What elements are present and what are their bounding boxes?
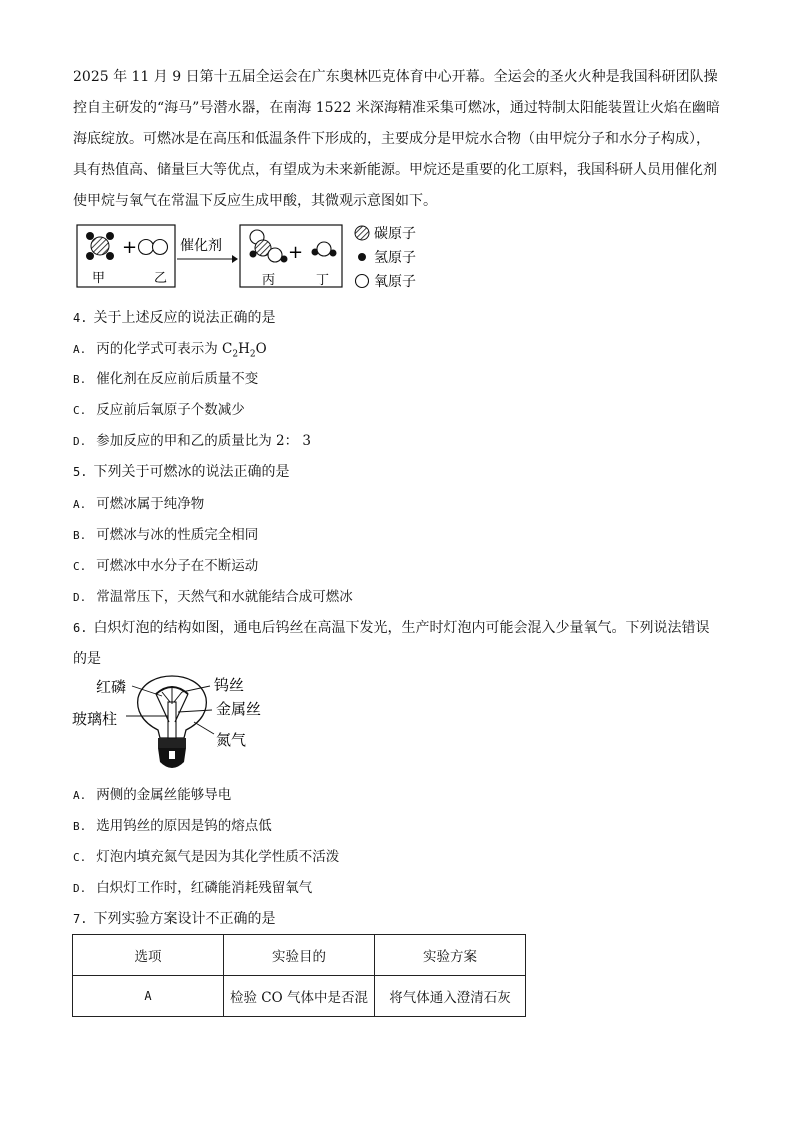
oxygen-atom-icon [356, 275, 369, 288]
q4-number: 4. [73, 311, 88, 325]
label-metal-wire: 金属丝 [216, 700, 262, 718]
q5-number: 5. [73, 465, 88, 479]
table-cell-option: A [73, 976, 224, 1017]
q6-number: 6. [73, 621, 88, 635]
q5-option-b[interactable]: B. 可燃冰与冰的性质完全相同 [73, 527, 259, 543]
label-glass-post: 玻璃柱 [72, 710, 118, 728]
legend-hydrogen-label: 氢原子 [374, 250, 416, 266]
q5-option-c[interactable]: C. 可燃冰中水分子在不断运动 [73, 558, 259, 574]
table-cell-plan: 将气体通入澄清石灰 [375, 976, 526, 1017]
label-tungsten: 钨丝 [214, 676, 245, 694]
q4-option-d[interactable]: D. 参加反应的甲和乙的质量比为 2： 3 [73, 433, 312, 449]
reactant-label-jia: 甲 [92, 271, 106, 286]
q6-stem-line2: 的是 [73, 651, 101, 667]
carbon-atom-icon [355, 226, 369, 240]
product-label-bing: 丙 [262, 273, 276, 288]
q6-option-a[interactable]: A. 两侧的金属丝能够导电 [73, 787, 232, 803]
q4-option-a[interactable]: A. 丙的化学式可表示为 $C_2H_2O$ [73, 341, 267, 360]
label-red-phosphorus: 红磷 [96, 678, 127, 696]
label-nitrogen: 氮气 [216, 731, 247, 749]
methane-molecule [86, 232, 114, 260]
q7-stem [73, 910, 275, 928]
light-bulb-diagram [70, 672, 270, 782]
formic-acid-molecule [250, 230, 288, 263]
plus-sign-left: + [122, 237, 138, 258]
table-header-purpose: 实验目的 [224, 935, 375, 976]
q4-stem [73, 309, 275, 327]
q5-option-a[interactable]: A. 可燃冰属于纯净物 [73, 496, 205, 512]
table-header-option: 选项 [73, 935, 224, 976]
legend-oxygen-label: 氧原子 [374, 274, 416, 290]
table-header-plan: 实验方案 [375, 935, 526, 976]
q6-option-b[interactable]: B. 选用钨丝的原因是钨的熔点低 [73, 818, 272, 834]
q5-stem [73, 463, 289, 481]
q6-option-c[interactable]: C. 灯泡内填充氮气是因为其化学性质不活泼 [73, 849, 340, 865]
q7-number: 7. [73, 912, 88, 926]
oxygen-molecule [139, 240, 168, 255]
q4-option-c[interactable]: C. 反应前后氧原子个数减少 [73, 402, 245, 418]
table-cell-purpose: 检验 CO 气体中是否混 [224, 976, 375, 1017]
q6-option-d[interactable]: D. 白炽灯工作时，红磷能消耗残留氧气 [73, 880, 313, 896]
intro-paragraph: 2025 年 11 月 9 日第十五届全运会在广东奥林匹克体育中心开幕。全运会的圣火火种是我国科研团队操控自主研发的“海马”号潜水器，在南海 1522 米深海精准采集可燃冰，通过特制太阳能装置让火焰在幽暗海底绽放。可燃冰是在高压和低温条件下形成的，主要成分是甲烷水合物（由甲烷分子和水分子构成），具有热值高、储量巨大等优点，有望成为未来新能源。甲烷还是重要的化工原料，我国科研人员用催化剂使甲烷与氧气在常温下反应生成甲酸，其微观示意图如下。 [73, 69, 720, 209]
q4-stem-text: 关于上述反应的说法正确的是 [93, 310, 276, 326]
table-header-row [73, 935, 526, 976]
q6-stem-line1: 6. 白炽灯泡的结构如图，通电后钨丝在高温下发光，生产时灯泡内可能会混入少量氧气。下列说法错误 [73, 620, 710, 636]
q7-stem-text: 下列实验方案设计不正确的是 [93, 911, 276, 927]
plus-sign-right: + [288, 242, 304, 263]
q5-stem-text: 下列关于可燃冰的说法正确的是 [93, 464, 290, 480]
catalyst-label: 催化剂 [180, 238, 222, 254]
q5-option-d[interactable]: D. 常温常压下，天然气和水就能结合成可燃冰 [73, 589, 353, 605]
q4-option-b[interactable]: B. 催化剂在反应前后质量不变 [73, 371, 259, 387]
experiment-table [72, 934, 526, 1017]
glass-post [168, 702, 176, 738]
hydrogen-atom-icon [358, 253, 366, 261]
bulb-base [158, 738, 186, 748]
product-label-ding: 丁 [316, 273, 330, 288]
reactant-label-yi: 乙 [154, 271, 168, 286]
table-row [73, 976, 526, 1017]
water-molecule [312, 242, 337, 257]
reaction-diagram [72, 222, 432, 294]
legend-carbon-label: 碳原子 [374, 226, 416, 242]
